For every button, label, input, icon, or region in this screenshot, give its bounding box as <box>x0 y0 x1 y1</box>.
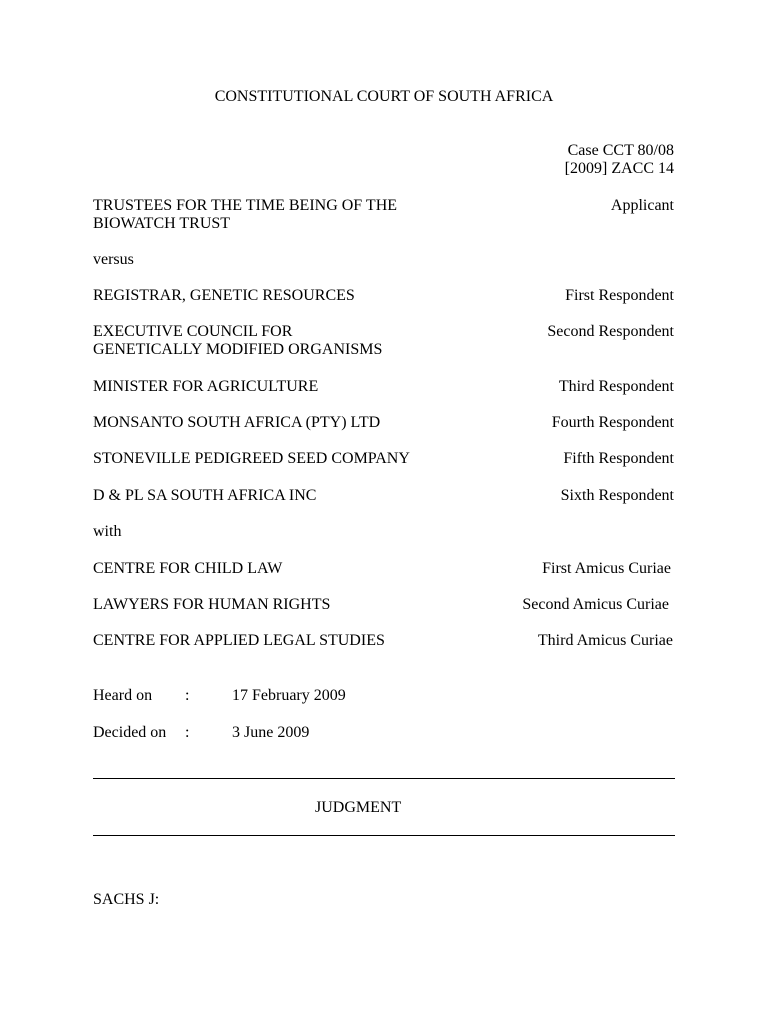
court-title: CONSTITUTIONAL COURT OF SOUTH AFRICA <box>214 88 554 105</box>
amicus-role: Second Amicus Curiae <box>522 596 669 613</box>
divider-top <box>93 778 675 779</box>
case-citation: [2009] ZACC 14 <box>564 160 674 177</box>
respondent-role: Sixth Respondent <box>560 487 674 504</box>
applicant-name: TRUSTEES FOR THE TIME BEING OF THE BIOWATCH TRUST <box>93 197 398 232</box>
respondent-role: Fifth Respondent <box>563 450 674 467</box>
heard-on-date: 17 February 2009 <box>232 687 346 704</box>
respondent-name: EXECUTIVE COUNCIL FOR GENETICALLY MODIFIED ORGANISMS <box>93 323 383 358</box>
respondent-role: Fourth Respondent <box>551 414 674 431</box>
heard-on-colon: : <box>185 687 190 704</box>
judge-name: SACHS J: <box>93 891 160 908</box>
decided-on-colon: : <box>185 724 190 741</box>
respondent-name: D & PL SA SOUTH AFRICA INC <box>93 487 317 504</box>
decided-on-label: Decided on <box>93 724 167 741</box>
amicus-role: Third Amicus Curiae <box>537 632 673 649</box>
heard-on-label: Heard on <box>93 687 153 704</box>
respondent-role: Second Respondent <box>547 323 674 340</box>
respondent-name: STONEVILLE PEDIGREED SEED COMPANY <box>93 450 410 467</box>
respondent-name: MONSANTO SOUTH AFRICA (PTY) LTD <box>93 414 381 431</box>
case-reference <box>565 142 674 178</box>
judgment-heading: JUDGMENT <box>315 799 402 816</box>
amicus-role: First Amicus Curiae <box>542 560 671 577</box>
respondent-name: REGISTRAR, GENETIC RESOURCES <box>93 287 355 304</box>
with-label: with <box>93 523 122 540</box>
decided-on-date: 3 June 2009 <box>232 724 310 741</box>
amicus-name: LAWYERS FOR HUMAN RIGHTS <box>93 596 331 613</box>
amicus-name: CENTRE FOR CHILD LAW <box>93 560 283 577</box>
respondent-role: Third Respondent <box>558 378 674 395</box>
amicus-name: CENTRE FOR APPLIED LEGAL STUDIES <box>93 632 385 649</box>
versus-label: versus <box>93 251 134 268</box>
applicant-role: Applicant <box>610 197 674 214</box>
divider-bottom <box>93 835 675 836</box>
respondent-name: MINISTER FOR AGRICULTURE <box>93 378 319 395</box>
case-number: Case CCT 80/08 <box>567 142 674 159</box>
respondent-role: First Respondent <box>565 287 674 304</box>
